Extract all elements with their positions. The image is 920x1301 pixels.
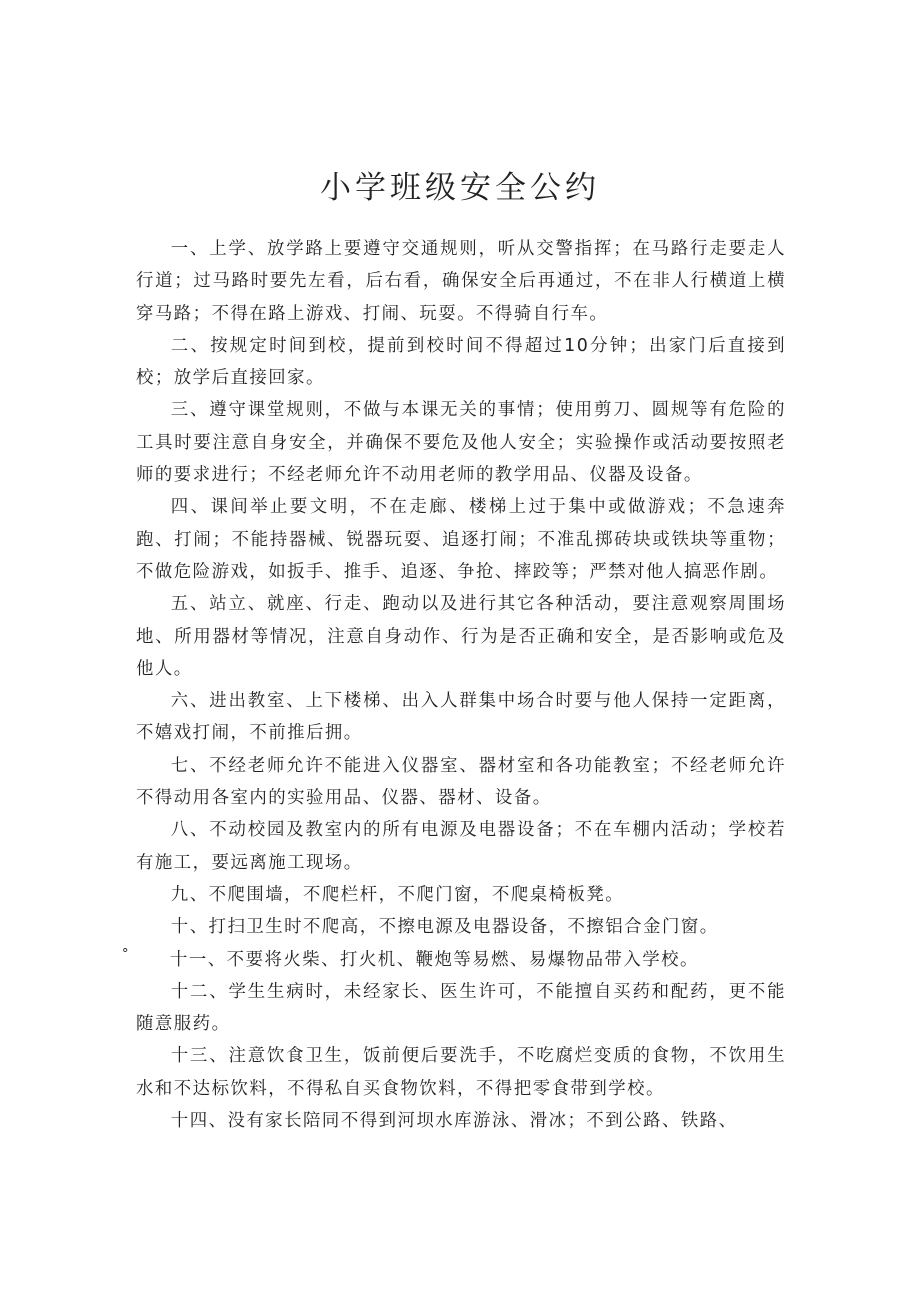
rule-paragraph-11-row [122,944,786,976]
rule-paragraph-6: 六、进出教室、上下楼梯、出入人群集中场合时要与他人保持一定距离，不嬉戏打闹，不前推后拥。 [136,691,786,744]
rule-paragraph-11: 十一、不要将火柴、打火机、鞭炮等易燃、易爆物品带入学校。 [170,949,699,970]
rule-paragraph-10: 十、打扫卫生时不爬高，不擦电源及电器设备，不擦铝合金门窗。 [170,917,719,938]
rule-paragraph-14: 十四、没有家长陪同不得到河坝水库游泳、滑冰；不到公路、铁路、 [170,1111,738,1132]
rule-paragraph-4: 四、课间举止要文明，不在走廊、楼梯上过于集中或做游戏；不急速奔跑、打闹；不能持器械、锐器玩耍、追逐打闹；不准乱掷砖块或铁块等重物；不做危险游戏，如扳手、推手、追逐、争抢、摔跤等；严禁对他人搞恶作剧。 [136,497,786,582]
rule-paragraph-7: 七、不经老师允许不能进入仪器室、器材室和各功能教室；不经老师允许不得动用各室内的实验用品、仪器、器材、设备。 [136,755,786,809]
rule-paragraph-13: 十三、注意饮食卫生，饭前便后要洗手，不吃腐烂变质的食物，不饮用生水和不达标饮料，不得私自买食物饮料，不得把零食带到学校。 [136,1046,786,1099]
rule-paragraph-5: 五、站立、就座、行走、跑动以及进行其它各种活动，要注意观察周围场地、所用器材等情况，注意自身动作、行为是否正确和安全，是否影响或危及他人。 [136,594,786,679]
rule-paragraph-8: 八、不动校园及教室内的所有电源及电器设备；不在车棚内活动；学校若有施工，要远离施工现场。 [136,820,786,873]
rule-paragraph-9: 九、不爬围墙，不爬栏杆，不爬门窗，不爬桌椅板凳。 [170,884,625,905]
rule-paragraph-2: 二、按规定时间到校，提前到校时间不得超过10分钟；出家门后直接到校；放学后直接回家。 [136,335,786,389]
rule-paragraph-1: 一、上学、放学路上要遵守交通规则，听从交警指挥；在马路行走要走人行道；过马路时要先左看，后右看，确保安全后再通过，不在非人行横道上横穿马路；不得在路上游戏、打闹、玩耍。不得骑自行车。 [136,239,786,324]
document-title: 小学班级安全公约 [320,170,600,206]
rule-paragraph-3: 三、遵守课堂规则，不做与本课无关的事情；使用剪刀、圆规等有危险的工具时要注意自身安全，并确保不要危及他人安全；实验操作或活动要按照老师的要求进行；不经老师允许不动用老师的教学用品、仪器及设备。 [136,400,786,486]
stray-degree-mark: ° [122,946,130,962]
rule-paragraph-12: 十二、学生生病时，未经家长、医生许可，不能擅自买药和配药，更不能随意服药。 [136,981,786,1035]
document-body [122,233,786,1137]
